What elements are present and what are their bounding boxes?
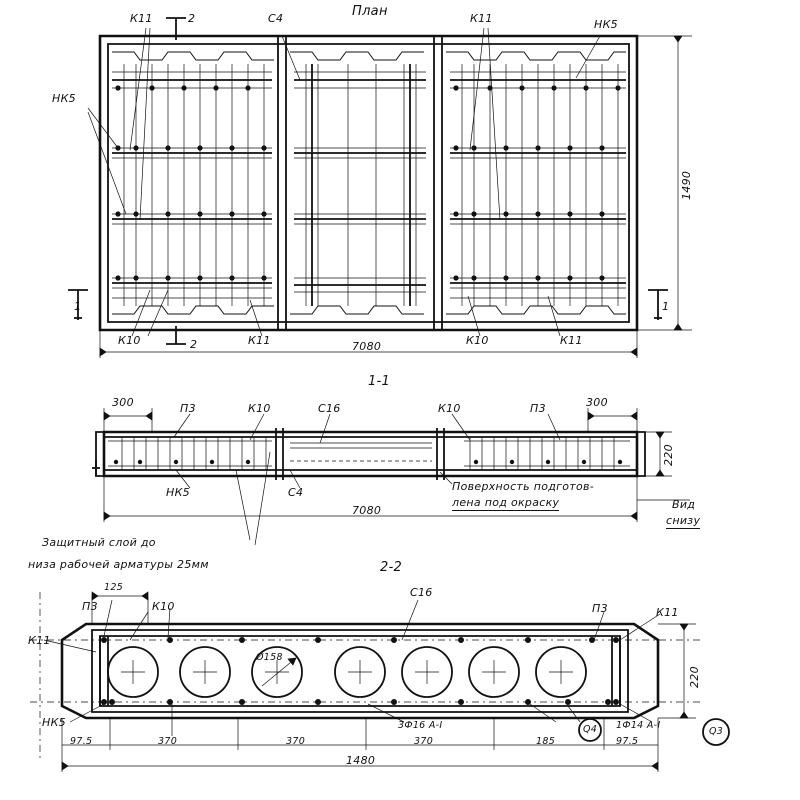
s2-dim-370-c: 370 [414, 736, 434, 747]
plan-dim-width: 1490 [680, 170, 693, 200]
plan-mark-nk5-top-right: НК5 [594, 18, 618, 31]
s1-mark-p3-left: П3 [180, 402, 196, 415]
s2-annotation-3f16: 3Ф16 A-I [398, 720, 443, 731]
plan-mark-k11-bottom-right: К11 [560, 334, 583, 347]
s2-mark-c16: С16 [410, 586, 433, 599]
s1-dim-300-right: 300 [586, 396, 608, 409]
plan-section-mark-2-bottom: 2 [190, 338, 198, 351]
s2-annotation-1f14: 1Ф14 A-I [616, 720, 661, 731]
s1-dim-length: 7080 [352, 504, 382, 517]
s2-dim-370-b: 370 [286, 736, 306, 747]
s1-dim-300-left: 300 [112, 396, 134, 409]
plan-title: План [352, 4, 388, 19]
s2-mark-k10: К10 [152, 600, 175, 613]
s2-mark-nk5: НК5 [42, 716, 66, 729]
section-2-2-title: 2-2 [380, 560, 403, 575]
plan-section-mark-1-right: 1 [662, 300, 670, 313]
s1-note-line-1: Поверхность подготов- [452, 480, 595, 493]
s1-mark-nk5: НК5 [166, 486, 190, 499]
plan-mark-k11-top-right: К11 [470, 12, 493, 25]
s2-dim-97-right: 97.5 [616, 736, 639, 747]
s1-mark-p3-right: П3 [530, 402, 546, 415]
s2-hole-diameter: Ø158 [256, 652, 283, 663]
section-1-1 [92, 408, 690, 545]
s2-dim-total: 1480 [346, 754, 376, 767]
plan-section-mark-1-left: 1 [74, 300, 82, 313]
s2-dim-97-left: 97.5 [70, 736, 93, 747]
side-note-line-2: снизу [666, 514, 701, 527]
s2-marker-q3: Q3 [709, 726, 724, 737]
s2-dim-125: 125 [104, 582, 124, 593]
s1-mark-c4: С4 [288, 486, 304, 499]
protective-layer-note-2: низа рабочей арматуры 25мм [28, 558, 209, 571]
plan-section-mark-2-top: 2 [188, 12, 196, 25]
plan-dim-length: 7080 [352, 340, 382, 353]
side-note-line-1: Вид [672, 498, 696, 511]
s2-mark-k11-right: К11 [656, 606, 679, 619]
s1-mark-k10-left: К10 [248, 402, 271, 415]
s2-dim-height: 220 [688, 666, 701, 688]
s2-marker-q4: Q4 [583, 724, 598, 735]
section-1-1-title: 1-1 [368, 374, 391, 389]
s1-note-line-2: лена под окраску [452, 496, 560, 509]
s1-dim-height: 220 [662, 444, 675, 466]
s1-mark-c16: С16 [318, 402, 341, 415]
s2-mark-k11-left: К11 [28, 634, 51, 647]
plan-mark-k11-top-left: К11 [130, 12, 153, 25]
plan-mark-k11-bottom: К11 [248, 334, 271, 347]
protective-layer-note-1: Защитный слой до [42, 536, 156, 549]
plan-view [68, 18, 692, 358]
s1-mark-k10-right: К10 [438, 402, 461, 415]
s2-dim-370-a: 370 [158, 736, 178, 747]
plan-mark-nk5-left: НК5 [52, 92, 76, 105]
plan-mark-k10-bottom-left: К10 [118, 334, 141, 347]
s2-mark-p3-left: П3 [82, 600, 98, 613]
plan-mark-k10-bottom-right: К10 [466, 334, 489, 347]
s2-dim-185: 185 [536, 736, 556, 747]
s2-mark-p3-right: П3 [592, 602, 608, 615]
plan-mark-c4-top: С4 [268, 12, 284, 25]
